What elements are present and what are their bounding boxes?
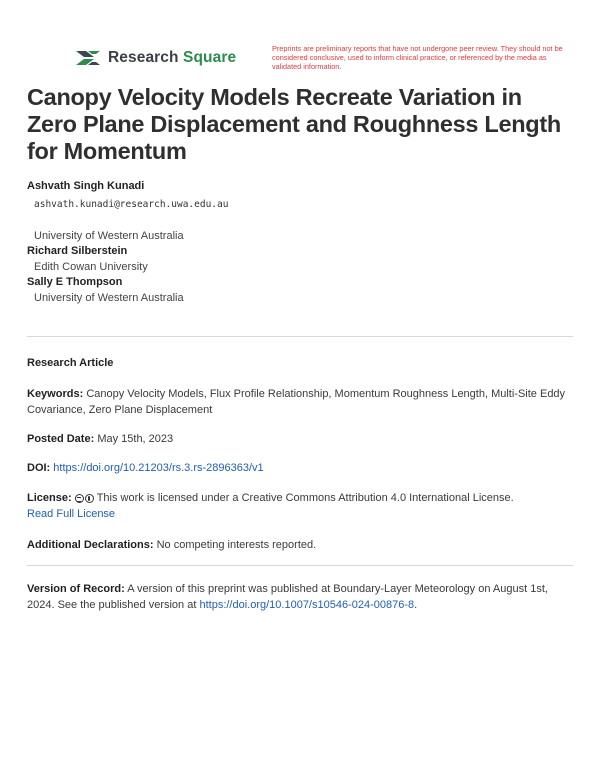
section-divider	[27, 336, 573, 337]
doi: DOI: https://doi.org/10.21203/rs.3.rs-2896363/v1	[27, 462, 264, 474]
preprint-notice: Preprints are preliminary reports that have not undergone peer review. They should not be considered conclusive, used to inform clinical practice, or referenced by the media as validated information.	[272, 44, 563, 71]
author-list	[27, 180, 228, 304]
license: License: This work is licensed under a Creative Commons Attribution 4.0 International License. Read Full License	[27, 492, 514, 520]
author-affiliation: Edith Cowan University	[34, 261, 148, 273]
keywords: Keywords: Canopy Velocity Models, Flux Profile Relationship, Momentum Roughness Length, Multi-Site Eddy Covariance, Zero Plane Displacement	[27, 388, 566, 416]
posted-date: Posted Date: May 15th, 2023	[27, 433, 174, 445]
version-of-record-link[interactable]: https://doi.org/10.1007/s10546-024-00876-8	[199, 599, 415, 611]
article-type: Research Article	[27, 357, 114, 369]
research-square-logo[interactable]	[74, 47, 236, 69]
author-entry	[27, 245, 228, 273]
logo-wordmark: Research Square	[108, 49, 237, 66]
research-square-logo-icon	[74, 47, 102, 69]
author-entry	[27, 180, 228, 242]
additional-declarations: Additional Declarations: No competing interests reported.	[27, 539, 317, 551]
author-entry	[27, 276, 228, 304]
author-email[interactable]: ashvath.kunadi@research.uwa.edu.au	[34, 199, 229, 210]
author-affiliation: University of Western Australia	[34, 230, 184, 242]
author-name[interactable]: Ashvath Singh Kunadi	[27, 180, 145, 192]
author-name[interactable]: Richard Silberstein	[27, 245, 128, 257]
author-name[interactable]: Sally E Thompson	[27, 276, 123, 288]
version-of-record: Version of Record: A version of this preprint was published at Boundary-Layer Meteorology on August 1st, 2024. See the published version at https://doi.org/10.1007/s10546-024-00876-8.	[27, 583, 548, 611]
read-full-license-link[interactable]: Read Full License	[27, 508, 116, 520]
doi-link[interactable]: https://doi.org/10.21203/rs.3.rs-2896363/v1	[53, 462, 264, 474]
paper-title: Canopy Velocity Models Recreate Variation in Zero Plane Displacement and Roughness Length for Momentum	[27, 84, 561, 164]
section-divider	[27, 565, 573, 566]
author-affiliation: University of Western Australia	[34, 292, 184, 304]
creative-commons-icon	[75, 494, 94, 503]
